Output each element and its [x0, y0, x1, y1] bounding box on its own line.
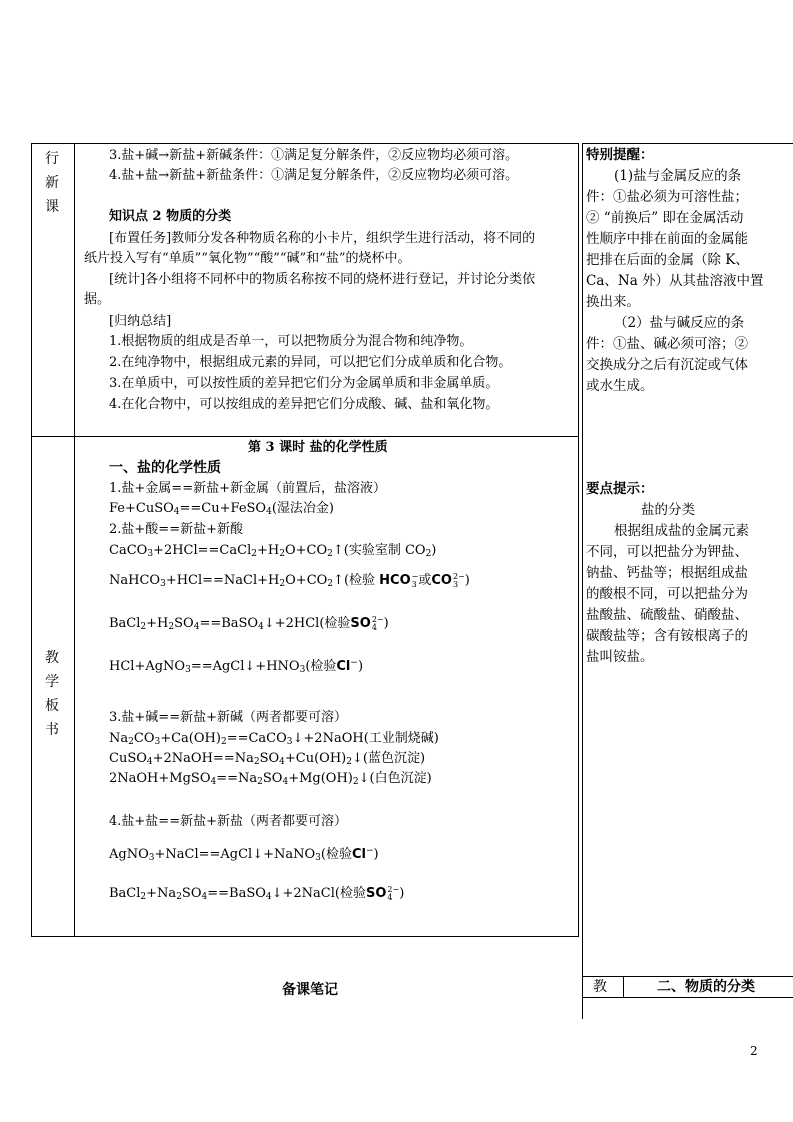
table-right-border [578, 143, 579, 937]
tip-line: （2）盐与碱反应的条 [614, 315, 745, 331]
key-line: 碳酸盐等；含有铵根离子的 [586, 628, 748, 644]
label-char: 新 [45, 175, 59, 191]
summary-item: 1.根据物质的组成是否单一，可以把物质分为混合物和纯净物。 [109, 334, 473, 349]
summary-item: 3.在单质中，可以按性质的差异把它们分为金属单质和非金属单质。 [109, 376, 499, 391]
lesson-title: 第 3 课时 盐的化学性质 [248, 440, 388, 455]
tip-line: ② “前换后” 即在金属活动 [586, 210, 744, 226]
label-char: 课 [45, 199, 59, 215]
stat-line: [统计]各小组将不同杯中的物质名称按不同的烧杯进行登记，并讨论分类依 [109, 272, 536, 287]
tip-line: (1)盐与金属反应的条 [614, 168, 742, 184]
mini-table-divider [623, 976, 624, 998]
equation: $BaCl_2+H_2SO_4==BaSO_4↓+2HCl$(检验SO 2− 4 ) [109, 614, 389, 632]
key-title: 要点提示： [586, 481, 654, 497]
property-line: 4.盐+盐==新盐+新盐（两者都要可溶） [109, 814, 347, 829]
property-line: 3.盐+碱==新盐+新碱（两者都要可溶） [109, 710, 347, 725]
mini-table-right: 二、物质的分类 [657, 979, 755, 995]
tip-line: 件：①盐必须为可溶性盐； [586, 189, 748, 205]
key-line: 不同，可以把盐分为钾盐、 [586, 544, 748, 560]
notes-label: 备课笔记 [282, 982, 338, 998]
key-line: 盐叫铵盐。 [586, 649, 654, 665]
tip-line: 交换成分之后有沉淀或气体 [586, 357, 748, 373]
tip-line: 件：①盐、碱必须可溶；② [586, 336, 748, 352]
equation: $Na_2CO_3+Ca(OH)_2==CaCO_3↓+2NaOH$(工业制烧碱) [109, 731, 439, 747]
key-subtitle: 盐的分类 [641, 502, 695, 518]
key-line: 钠盐、钙盐等；根据组成盐 [586, 565, 748, 581]
label-char: 板 [45, 698, 59, 714]
page-number: 2 [750, 1044, 758, 1058]
label-char: 行 [45, 151, 59, 167]
sidebar-left-border [582, 143, 583, 1019]
task-line: [布置任务]教师分发各种物质名称的小卡片，组织学生进行活动，将不同的 [109, 231, 536, 246]
table-left-border [31, 143, 32, 937]
equation: $CuSO_4+2NaOH==Na_2SO_4+Cu(OH)_2↓$(蓝色沉淀) [109, 751, 426, 767]
equation: AgNO$_3$+NaCl==AgCl↓+NaNO$_3$(检验Cl−) [109, 846, 379, 863]
equation: $CaCO_3+2HCl==CaCl_2+H_2O+CO_2↑$(实验室制 $CO_2$) [109, 543, 437, 559]
equation: $BaCl_2+Na_2SO_4==BaSO_4↓+2NaCl$(检验SO 2− 4 ) [109, 884, 405, 902]
knowledge-point-title: 知识点 2 物质的分类 [109, 209, 232, 224]
table-bottom-border [31, 936, 579, 937]
summary-item: 4.在化合物中，可以按组成的差异把它们分成酸、碱、盐和氧化物。 [109, 397, 499, 412]
key-line: 根据组成盐的金属元素 [614, 523, 749, 539]
tip-title: 特别提醒： [586, 147, 654, 163]
tip-line: 或水生成。 [586, 378, 654, 394]
task-line: 纸片投入写有“单质”“氧化物”“酸”“碱”和“盐”的烧杯中。 [84, 251, 411, 266]
row-divider [31, 436, 579, 437]
tip-line: 性顺序中排在前面的金属能 [586, 231, 748, 247]
equation: $HCl+AgNO_3==AgCl↓+HNO_3$(检验Cl−) [109, 658, 364, 675]
stat-line: 据。 [84, 292, 111, 307]
table-top-border [31, 143, 579, 144]
mini-table-bottom [582, 997, 793, 998]
property-line: 1.盐+金属==新盐+新金属（前置后，盐溶液） [109, 481, 386, 496]
label-char: 书 [45, 722, 59, 738]
equation: $2NaOH+MgSO_4==Na_2SO_4+Mg(OH)_2↓$(白色沉淀) [109, 771, 432, 787]
reaction-condition-line: 3.盐+碱→新盐+新碱条件：①满足复分解条件，②反应物均必须可溶。 [109, 148, 519, 163]
summary-item: 2.在纯净物中，根据组成元素的异同，可以把它们分成单质和化合物。 [109, 355, 512, 370]
tip-line: 换出来。 [586, 294, 640, 310]
tip-line: 把排在后面的金属（除 K、 [586, 252, 749, 268]
label-column-divider [74, 143, 75, 937]
property-line: 2.盐+酸==新盐+新酸 [109, 522, 243, 537]
reaction-condition-line: 4.盐+盐→新盐+新盐条件：①满足复分解条件，②反应物均必须可溶。 [109, 168, 519, 183]
tip-line: Ca、Na 外）从其盐溶液中置 [586, 273, 764, 289]
equation: Fe+CuSO$_4$==Cu+FeSO$_4$(湿法冶金) [109, 501, 334, 517]
equation: $NaHCO_3+HCl==NaCl+H_2O+CO_2↑$(检验 HCO − 3 或CO 2− 3 ) [109, 571, 470, 589]
section-title: 一、盐的化学性质 [109, 460, 221, 476]
summary-title: [归纳总结] [109, 314, 172, 329]
key-line: 的酸根不同，可以把盐分为 [586, 586, 748, 602]
label-char: 教 [45, 650, 59, 666]
sidebar-top-border [582, 143, 793, 144]
label-char: 学 [45, 674, 59, 690]
mini-table-left: 教 [593, 979, 607, 995]
key-line: 盐酸盐、硫酸盐、硝酸盐、 [586, 607, 748, 623]
